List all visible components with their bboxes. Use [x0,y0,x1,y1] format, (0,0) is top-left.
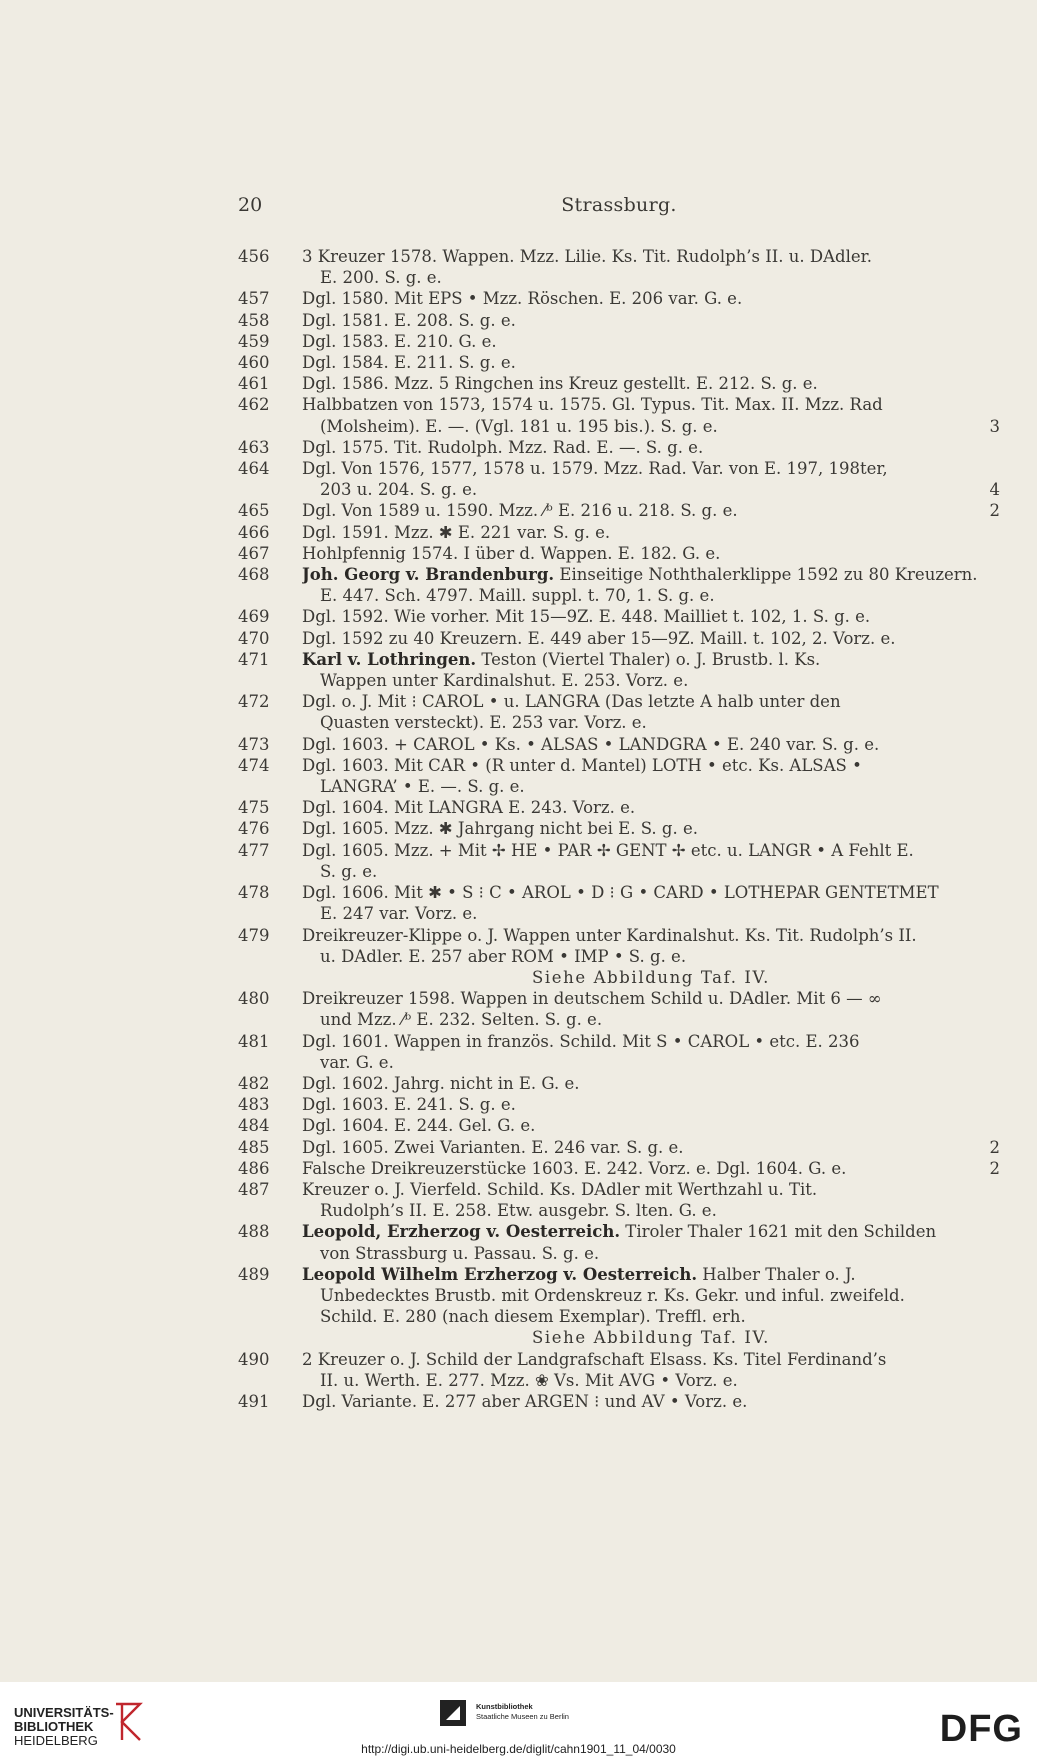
entry-line [302,373,1000,394]
entry-text: Dgl. 1605. Mzz. + Mit ✢ HE • PAR ✢ GENT ✢ etc. u. LANGR • A Fehlt E. [302,840,914,860]
ruler-name: Joh. Georg v. Brandenburg. [302,565,555,585]
entry-text: Einseitige Noththalerklippe 1592 zu 80 Kreuzern. [554,565,978,585]
entry-text: II. u. Werth. E. 277. Mzz. ❀ Vs. Mit AVG • Vorz. e. [320,1370,738,1390]
entry-text: Dgl. Von 1589 u. 1590. Mzz. ⁄ᵇ E. 216 u. 218. S. g. e. [302,501,738,521]
permalink-url[interactable]: http://digi.ub.uni-heidelberg.de/diglit/cahn1901_11_04/0030 [361,1742,676,1756]
catalog-entry [238,1094,1000,1115]
entry-text: Dgl. 1601. Wappen in französ. Schild. Mit S • CAROL • etc. E. 236 [302,1031,860,1051]
university-mark-icon [112,1700,144,1742]
entry-number: 462 [238,395,270,415]
entry-text: Dgl. 1592 zu 40 Kreuzern. E. 449 aber 15—9Z. Maill. t. 102, 2. Vorz. e. [302,628,896,648]
catalog-entry [238,1391,1000,1412]
entry-line [302,1391,1000,1412]
catalog-entry [238,797,1000,818]
catalog-entry [238,500,1000,521]
entry-line [302,416,1000,437]
catalog-entry [238,437,1000,458]
entry-text: Rudolph’s II. E. 258. Etw. ausgebr. S. lten. G. e. [320,1201,717,1221]
entry-line [302,628,1000,649]
entry-line [302,882,1000,903]
entry-line [302,925,1000,946]
entry-text: von Strassburg u. Passau. S. g. e. [320,1243,600,1263]
entry-number: 458 [238,310,270,330]
entry-text: Dgl. 1605. Zwei Varianten. E. 246 var. S. g. e. [302,1137,684,1157]
catalog-entry [238,246,1000,288]
entry-number: 481 [238,1031,270,1051]
catalog-entry [238,1221,1000,1263]
catalog-entry [238,734,1000,755]
entry-line [302,946,1000,967]
entry-line [302,1370,1000,1391]
entry-text: S. g. e. [320,861,378,881]
entry-text: Halbbatzen von 1573, 1574 u. 1575. Gl. Typus. Tit. Max. II. Mzz. Rad [302,395,883,415]
entry-line [302,1158,1000,1179]
entry-line [302,1052,1000,1073]
catalog-entry [238,840,1000,882]
price-mark: 2 [989,501,1000,521]
price-mark: 2 [989,1137,1000,1157]
entry-text: Schild. E. 280 (nach diesem Exemplar). Treffl. erh. [320,1307,746,1327]
uni-logo-line1: UNIVERSITÄTS- [14,1705,114,1720]
entry-number: 474 [238,755,270,775]
entry-text: LANGRA’ • E. —. S. g. e. [320,777,525,797]
entry-number: 456 [238,247,270,266]
entry-line [302,1009,1000,1030]
entry-line [302,522,1000,543]
entry-number: 482 [238,1073,270,1093]
ruler-name: Leopold Wilhelm Erzherzog v. Oesterreich. [302,1264,698,1284]
ruler-name: Leopold, Erzherzog v. Oesterreich. [302,1222,621,1242]
entry-line [302,1243,1000,1264]
entry-text: Dreikreuzer 1598. Wappen in deutschem Schild u. DAdler. Mit 6 — ∞ [302,989,882,1009]
entry-number: 466 [238,522,270,542]
entry-line [302,267,1000,288]
entry-number: 486 [238,1158,270,1178]
running-title: Strassburg. [561,194,677,216]
entry-text: Wappen unter Kardinalshut. E. 253. Vorz. e. [320,671,689,691]
kb-line1: Kunstbibliothek [476,1702,533,1711]
entry-text: Dgl. 1586. Mzz. 5 Ringchen ins Kreuz gestellt. E. 212. S. g. e. [302,374,818,394]
entry-line [302,1221,1000,1242]
catalog-entry [238,1264,1000,1328]
entry-line [302,840,1000,861]
entry-line [302,479,1000,500]
entry-number: 468 [238,565,270,585]
entry-text: Dgl. 1584. E. 211. S. g. e. [302,353,516,373]
catalog-entry [238,1158,1000,1179]
price-mark: 2 [989,1158,1000,1178]
catalog-entry [238,331,1000,352]
entry-line [302,1264,1000,1285]
catalog-entry [238,522,1000,543]
entry-line [302,797,1000,818]
catalog-entry [238,649,1000,691]
entry-text: Dgl. 1581. E. 208. S. g. e. [302,310,516,330]
catalog-entry [238,628,1000,649]
price-mark: 4 [989,480,1000,500]
catalog-entry [238,458,1000,500]
entry-number: 457 [238,289,270,309]
entry-text: var. G. e. [320,1052,394,1072]
figure-reference: Siehe Abbildung Taf. IV. [532,967,770,987]
entry-text: Tiroler Thaler 1621 mit den Schilden [620,1222,937,1242]
entry-line [302,988,1000,1009]
entry-line [302,1073,1000,1094]
catalog-entry [238,543,1000,564]
entry-text: Dgl. 1591. Mzz. ✱ E. 221 var. S. g. e. [302,522,611,542]
page-number: 20 [238,194,263,216]
entry-number: 459 [238,331,270,351]
entry-line [302,691,1000,712]
footer-bar [0,1682,1037,1760]
catalog-entry [238,1031,1000,1073]
entry-text: 2 Kreuzer o. J. Schild der Landgrafschaft Elsass. Ks. Titel Ferdinand’s [302,1349,887,1369]
entry-line [302,1306,1000,1327]
entry-text: Hohlpfennig 1574. I über d. Wappen. E. 182. G. e. [302,543,721,563]
entry-line [302,861,1000,882]
catalog-entry [238,818,1000,839]
entry-number: 461 [238,374,270,394]
entry-text: Dgl. 1605. Mzz. ✱ Jahrgang nicht bei E. S. g. e. [302,819,698,839]
catalog-entry [238,925,1000,967]
entry-number: 479 [238,925,270,945]
entry-text: E. 447. Sch. 4797. Maill. suppl. t. 70, 1. S. g. e. [320,586,715,606]
entry-number: 460 [238,353,270,373]
catalog-entry [238,352,1000,373]
entry-line [302,818,1000,839]
entry-text: Dgl. 1604. Mit LANGRA E. 243. Vorz. e. [302,798,636,818]
entry-number: 480 [238,989,270,1009]
entry-number: 487 [238,1179,270,1199]
entry-text: E. 247 var. Vorz. e. [320,904,478,924]
entry-line [302,352,1000,373]
entry-text: Dgl. 1603. Mit CAR • (R unter d. Mantel) LOTH • etc. Ks. ALSAS • [302,755,862,775]
catalog-entry [238,882,1000,924]
entry-line [302,500,1000,521]
entry-number: 467 [238,543,270,563]
entry-line [302,288,1000,309]
entry-text: Dgl. 1603. + CAROL • Ks. • ALSAS • LANDGRA • E. 240 var. S. g. e. [302,734,880,754]
entry-text: Dgl. 1592. Wie vorher. Mit 15—9Z. E. 448. Mailliet t. 102, 1. S. g. e. [302,607,871,627]
entry-line [302,755,1000,776]
entry-text: 3 Kreuzer 1578. Wappen. Mzz. Lilie. Ks. Tit. Rudolph’s II. u. DAdler. [302,247,872,266]
price-mark: 3 [989,416,1000,436]
entry-line [302,1179,1000,1200]
entry-text: (Molsheim). E. —. (Vgl. 181 u. 195 bis.). S. g. e. [320,416,718,436]
kb-line2: Staatliche Museen zu Berlin [476,1712,569,1721]
entry-text: Dgl. Variante. E. 277 aber ARGEN ⁝ und AV • Vorz. e. [302,1391,748,1411]
entry-number: 485 [238,1137,270,1157]
catalog-entry [238,1137,1000,1158]
catalog-entry [238,373,1000,394]
entry-number: 464 [238,459,270,479]
entry-line [302,1137,1000,1158]
entry-line [302,310,1000,331]
kunstbibliothek-mark-icon [440,1700,466,1726]
entry-line [302,1349,1000,1370]
entry-text: Dgl. 1603. E. 241. S. g. e. [302,1095,516,1115]
entry-line [302,670,1000,691]
entry-line [302,564,1000,585]
entry-line [302,1200,1000,1221]
entry-number: 469 [238,607,270,627]
entry-line [302,246,1000,267]
entry-line [302,734,1000,755]
catalog-entry [238,1179,1000,1221]
entry-line [302,712,1000,733]
figure-reference: Siehe Abbildung Taf. IV. [532,1328,770,1348]
ruler-name: Karl v. Lothringen. [302,649,477,669]
catalog-entry [238,691,1000,733]
entry-text: Dgl. 1604. E. 244. Gel. G. e. [302,1116,536,1136]
entry-number: 489 [238,1264,270,1284]
catalog-entry [238,564,1000,606]
entry-number: 490 [238,1349,270,1369]
entry-line [302,1285,1000,1306]
entry-number: 473 [238,734,270,754]
entry-text: Dgl. Von 1576, 1577, 1578 u. 1579. Mzz. Rad. Var. von E. 197, 198ter, [302,459,888,479]
entry-number: 470 [238,628,270,648]
catalog-entry [238,1115,1000,1136]
entry-line [302,649,1000,670]
entry-line [302,543,1000,564]
catalog-entry [238,606,1000,627]
uni-logo-line3: HEIDELBERG [14,1733,98,1748]
catalog-entry [238,1349,1000,1391]
entry-text: und Mzz. ⁄ᵇ E. 232. Selten. S. g. e. [320,1010,603,1030]
entry-number: 491 [238,1391,270,1411]
entry-text: Kreuzer o. J. Vierfeld. Schild. Ks. DAdler mit Werthzahl u. Tit. [302,1179,818,1199]
entry-line [302,394,1000,415]
entry-number: 465 [238,501,270,521]
entry-line [302,458,1000,479]
catalog-entry [238,755,1000,797]
entry-number: 478 [238,883,270,903]
entry-text: E. 200. S. g. e. [320,268,442,288]
entry-text: u. DAdler. E. 257 aber ROM • IMP • S. g. e. [320,946,687,966]
entry-line [302,331,1000,352]
catalog-entry [238,288,1000,309]
catalog-entry [238,1073,1000,1094]
entry-line [302,437,1000,458]
catalog-entry [238,394,1000,436]
entry-text: Halber Thaler o. J. [697,1264,856,1284]
entry-line [302,903,1000,924]
entry-text: Quasten versteckt). E. 253 var. Vorz. e. [320,713,647,733]
entry-text: Dgl. 1575. Tit. Rudolph. Mzz. Rad. E. —. S. g. e. [302,437,704,457]
entry-number: 477 [238,840,270,860]
entry-line [302,1115,1000,1136]
entry-line [302,585,1000,606]
entry-number: 471 [238,649,270,669]
page-header [238,194,1000,224]
entry-text: Dgl. 1606. Mit ✱ • S ⁝ C • AROL • D ⁝ G • CARD • LOTHEPAR GENTETMET [302,883,939,903]
entry-number: 484 [238,1116,270,1136]
entry-line [302,1031,1000,1052]
entry-number: 488 [238,1222,270,1242]
entry-number: 475 [238,798,270,818]
entry-text: 203 u. 204. S. g. e. [320,480,478,500]
entry-line [302,1094,1000,1115]
entry-text: Falsche Dreikreuzerstücke 1603. E. 242. Vorz. e. Dgl. 1604. G. e. [302,1158,847,1178]
uni-logo-line2: BIBLIOTHEK [14,1719,94,1734]
entry-number: 476 [238,819,270,839]
entry-text: Dgl. 1583. E. 210. G. e. [302,331,497,351]
entry-number: 472 [238,692,270,712]
catalog-entry [238,310,1000,331]
entry-text: Dgl. 1602. Jahrg. nicht in E. G. e. [302,1073,580,1093]
catalog-entry [238,988,1000,1030]
entry-line [302,776,1000,797]
entry-number: 483 [238,1095,270,1115]
entry-text: Unbedecktes Brustb. mit Ordenskreuz r. Ks. Gekr. und inful. zweifeld. [320,1285,905,1305]
entry-text: Teston (Viertel Thaler) o. J. Brustb. l. Ks. [476,649,821,669]
dfg-logo[interactable]: DFG [939,1708,1023,1750]
entry-line [302,606,1000,627]
catalog-entries [238,246,1000,1412]
entry-text: Dreikreuzer-Klippe o. J. Wappen unter Kardinalshut. Ks. Tit. Rudolph’s II. [302,925,917,945]
entry-text: Dgl. 1580. Mit EPS • Mzz. Röschen. E. 206 var. G. e. [302,289,743,309]
entry-number: 463 [238,437,270,457]
entry-text: Dgl. o. J. Mit ⁝ CAROL • u. LANGRA (Das letzte A halb unter den [302,692,841,712]
